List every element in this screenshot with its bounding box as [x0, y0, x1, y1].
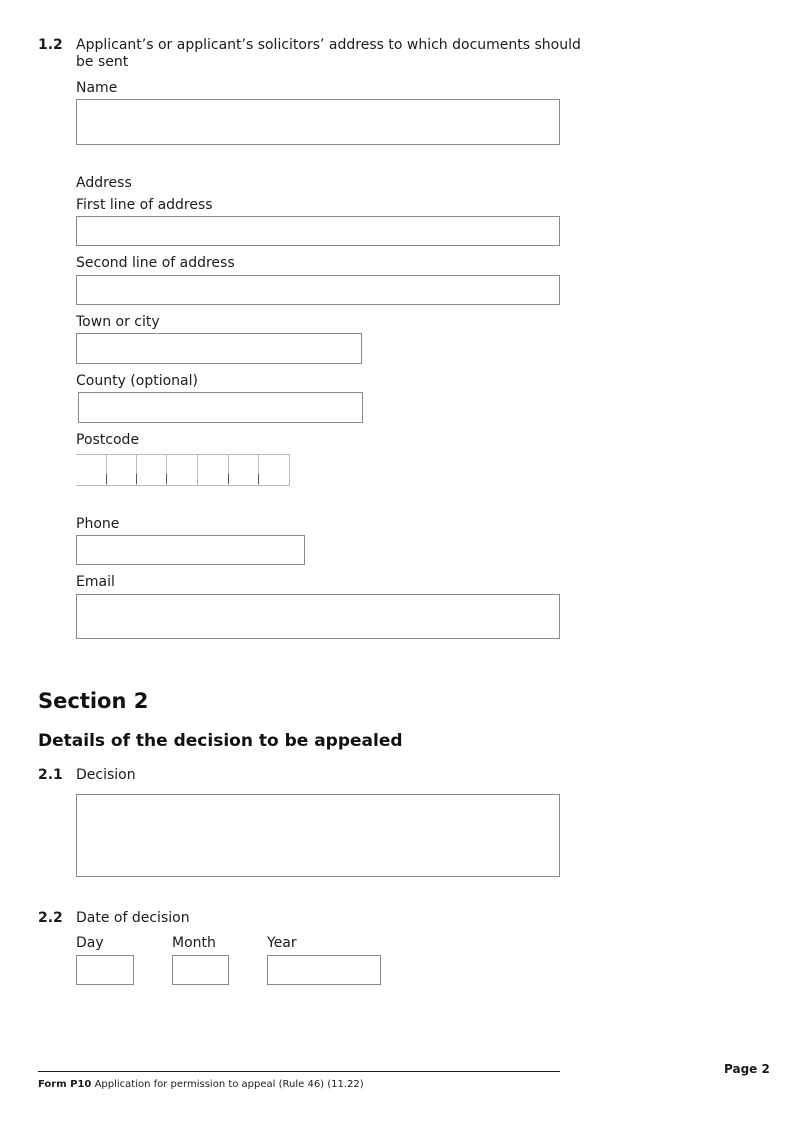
postcode-divider	[258, 474, 259, 484]
postcode-cell[interactable]	[229, 454, 259, 486]
decision-input[interactable]	[76, 794, 560, 877]
second-line-address-input[interactable]	[76, 275, 560, 305]
postcode-cell[interactable]	[259, 454, 290, 486]
decision-label: Decision	[76, 767, 136, 783]
year-label: Year	[267, 935, 297, 951]
phone-input[interactable]	[76, 535, 305, 565]
day-label: Day	[76, 935, 104, 951]
postcode-cell[interactable]	[167, 454, 198, 486]
first-line-address-label: First line of address	[76, 197, 213, 213]
name-label: Name	[76, 80, 118, 96]
postcode-label: Postcode	[76, 432, 140, 448]
question-text-line2: be sent	[76, 54, 129, 70]
question-number-1-2: 1.2	[38, 37, 63, 53]
footer-rule	[38, 1071, 560, 1072]
second-line-address-label: Second line of address	[76, 255, 235, 271]
town-city-label: Town or city	[76, 314, 160, 330]
name-input[interactable]	[76, 99, 560, 145]
postcode-divider	[136, 474, 137, 484]
county-input[interactable]	[78, 392, 363, 423]
month-input[interactable]	[172, 955, 229, 985]
question-number-2-2: 2.2	[38, 910, 63, 926]
postcode-cell[interactable]	[137, 454, 167, 486]
day-input[interactable]	[76, 955, 134, 985]
postcode-divider	[106, 474, 107, 484]
footer-text	[38, 1079, 364, 1090]
phone-label: Phone	[76, 516, 120, 532]
postcode-cell[interactable]	[107, 454, 137, 486]
first-line-address-input[interactable]	[76, 216, 560, 246]
email-label: Email	[76, 574, 115, 590]
postcode-cell[interactable]	[198, 454, 229, 486]
county-label: County (optional)	[76, 373, 198, 389]
date-of-decision-label: Date of decision	[76, 910, 190, 926]
form-id: Form P10	[38, 1079, 92, 1090]
question-number-2-1: 2.1	[38, 767, 63, 783]
postcode-cell[interactable]	[76, 454, 107, 486]
postcode-divider	[166, 474, 167, 484]
email-input[interactable]	[76, 594, 560, 639]
section-2-subtitle: Details of the decision to be appealed	[38, 731, 403, 751]
month-label: Month	[172, 935, 216, 951]
address-label: Address	[76, 175, 132, 191]
year-input[interactable]	[267, 955, 381, 985]
postcode-divider	[228, 474, 229, 484]
question-text-line1: Applicant’s or applicant’s solicitors’ address to which documents should	[76, 37, 581, 53]
postcode-input[interactable]	[76, 454, 290, 486]
town-city-input[interactable]	[76, 333, 362, 364]
form-title: Application for permission to appeal (Rule 46) (11.22)	[94, 1079, 364, 1090]
page-number: Page 2	[724, 1062, 770, 1076]
section-2-title: Section 2	[38, 689, 149, 713]
